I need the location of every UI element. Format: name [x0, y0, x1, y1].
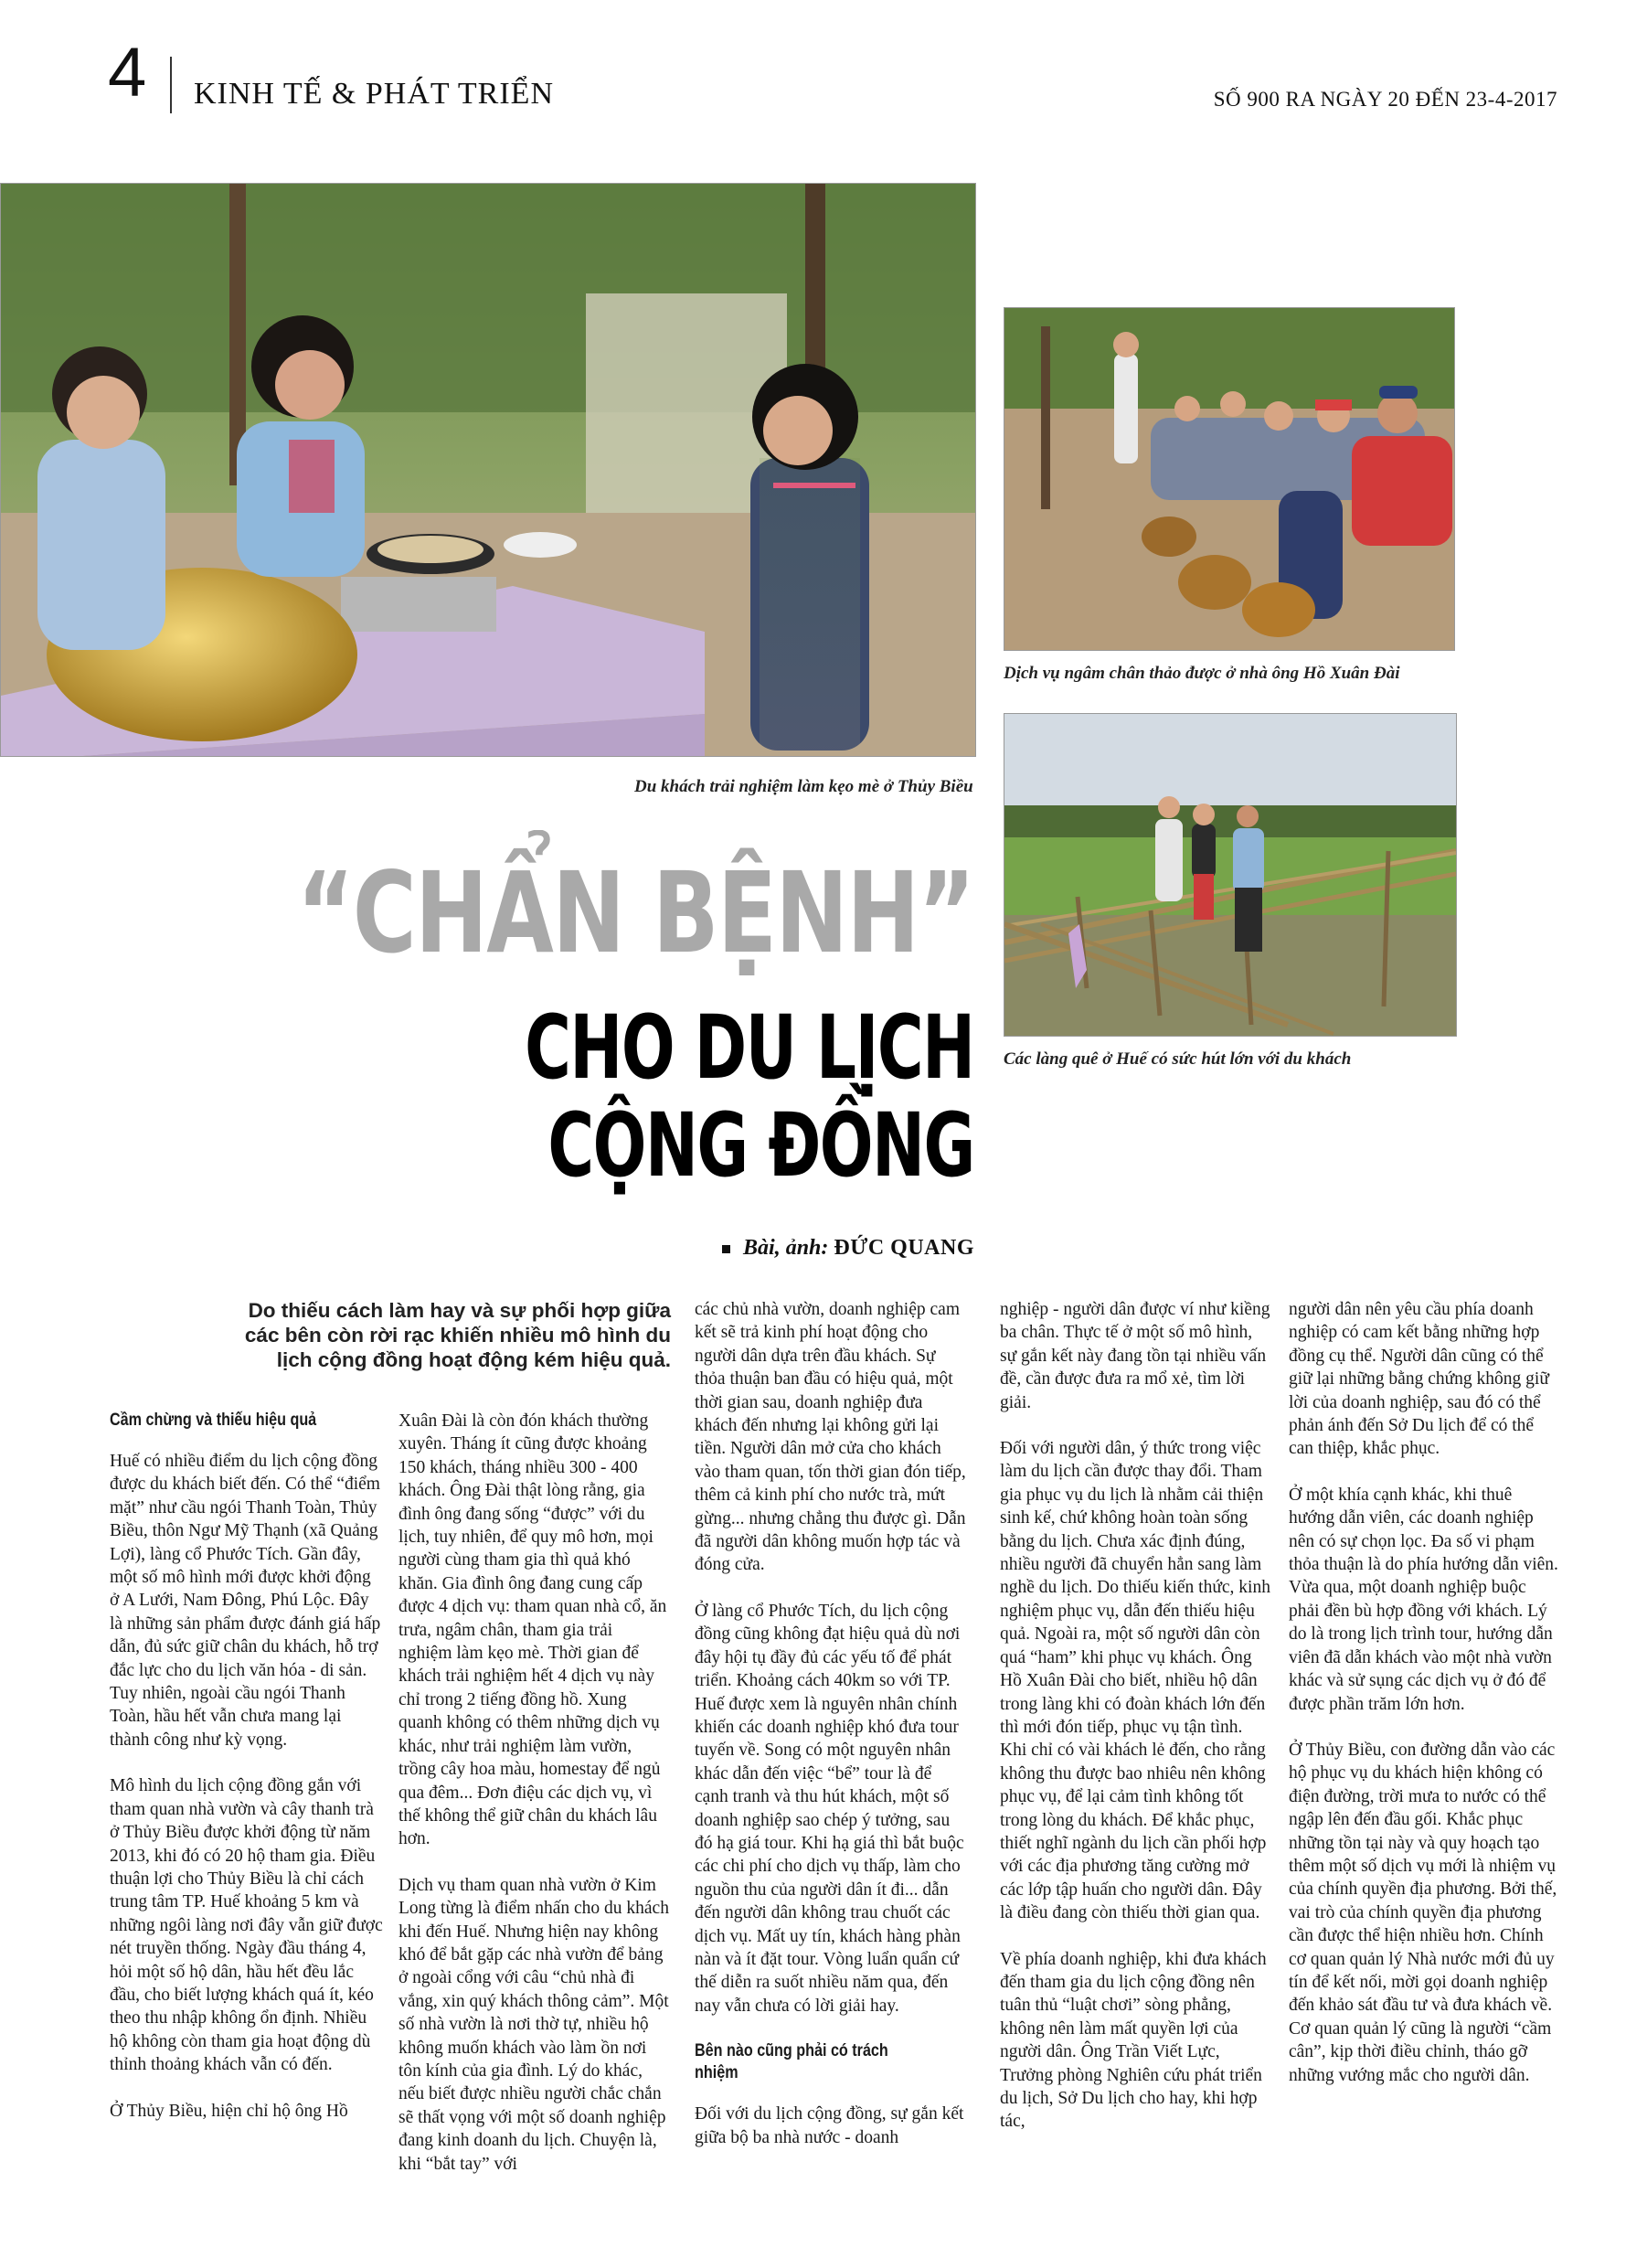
paragraph: người dân nên yêu cầu phía doanh nghiệp có cam kết bằng những hợp đồng cụ thể. Người dân cũng có thể giữ lại những bằng chứng không giữ lời của doanh nghiệp, sau đó có thể phản ánh đến Sở Du lịch để có thể can thiệp, khắc phục.	[1289, 1300, 1549, 1459]
paragraph: Đối với người dân, ý thức trong việc làm du lịch cần được thay đổi. Tham gia phục vụ du lịch là nhằm cải thiện sinh kế, chứ không hoàn toàn sống bằng du lịch. Chưa xác định đúng, nhiều người đã chuyển hẳn sang làm nghề du lịch. Do thiếu kiến thức, kinh nghiệm phục vụ, dẫn đến thiếu hiệu quả. Ngoài ra, một số người dân còn quá “ham” khi phục vụ khách. Ông Hồ Xuân Đài cho biết, nhiều hộ dân trong làng khi có đoàn khách lớn đến thì mới đón tiếp, phục vụ tận tình. Khi chỉ có vài khách lẻ đến, cho rằng không thu được bao nhiêu nên không phục vụ, để lại cảm tình không tốt trong lòng du khách. Để khắc phục, thiết nghĩ ngành du lịch cần phối hợp với các địa phương tăng cường mở các lớp tập huấn cho người dân. Đây là điều đang còn thiếu thời gian qua.	[1000, 1439, 1270, 1923]
paragraph: các chủ nhà vườn, doanh nghiệp cam kết sẽ trả kinh phí hoạt động cho người dân dựa trên đầu khách. Sự thỏa thuận ban đầu có hiệu quả, một thời gian sau, doanh nghiệp đưa khách đến nhưng lại không gửi lại tiền. Người dân mở cửa cho khách vào tham quan, tốn thời gian đón tiếp, thêm cả kinh phí cho nước trà, mứt gừng... nhưng chẳng thu được gì. Dẫn đã người dân không muốn hợp tác và đóng cửa.	[695, 1300, 966, 1575]
column-3	[695, 1298, 969, 2172]
header-divider	[170, 57, 172, 113]
byline-author: ĐỨC QUANG	[834, 1236, 974, 1260]
paragraph: Huế có nhiều điểm du lịch cộng đồng được du khách biết đến. Có thể “điểm mặt” như cầu ngói Thanh Toàn, Thủy Biều, thôn Ngư Mỹ Thạnh (xã Quảng Lợi), làng cổ Phước Tích. Gần đây, một số mô hình mới được khởi động ở A Lưới, Nam Đông, Phú Lộc. Đây là những sản phẩm được đánh giá hấp dẫn, đủ sức giữ chân du khách, hỗ trợ đắc lực cho du lịch văn hóa - di sản. Tuy nhiên, ngoài cầu ngói Thanh Toàn, hầu hết vẫn chưa mang lại thành công như kỳ vọng.	[110, 1452, 381, 1750]
paragraph: Mô hình du lịch cộng đồng gắn với tham quan nhà vườn và cây thanh trà ở Thủy Biều được khởi động từ năm 2013, khi đó có 20 hộ tham gia. Điều thuận lợi cho Thủy Biều là chỉ cách trung tâm TP. Huế khoảng 5 km và những ngôi làng nơi đây vẫn giữ được nét truyền thống. Ngày đầu tháng 4, hỏi một số hộ dân, hầu hết đều lắc đầu, cho biết lượng khách quá ít, kéo theo thu nhập không ổn định. Nhiều hộ không còn tham gia hoạt động dù thỉnh thoảng khách vẫn có đến.	[110, 1776, 383, 2075]
foot-soak-photo	[1004, 307, 1455, 651]
byline-label: Bài, ảnh:	[743, 1236, 829, 1260]
article-lead: Do thiếu cách làm hay và sự phối hợp giữa các bên còn rời rạc khiến nhiều mô hình du lịch cộng đồng hoạt động kém hiệu quả.	[244, 1299, 671, 1371]
headline-line-1: “CHẨN BỆNH”	[297, 848, 974, 978]
subhead-1: Cầm chừng và thiếu hiệu quả	[110, 1411, 317, 1430]
headline-line-2: CHO DU LỊCH	[525, 996, 974, 1099]
bridge-photo	[1004, 713, 1457, 1037]
bridge-caption: Các làng quê ở Huế có sức hút lớn với du khách	[1004, 1049, 1352, 1069]
byline	[722, 1236, 974, 1261]
bullet-icon	[722, 1245, 730, 1253]
paragraph: Ở làng cổ Phước Tích, du lịch cộng đồng cũng không đạt hiệu quả dù nơi đây hội tụ đầy đủ các yếu tố để phát triển. Khoảng cách 40km so với TP. Huế được xem là nguyên nhân chính khiến các doanh nghiệp khó đưa tour tuyến về. Song có một nguyên nhân khác dẫn đến việc “bể” tour là để cạnh tranh và thu hút khách, một số doanh nghiệp sao chép ý tưởng, sau đó hạ giá tour. Khi hạ giá thì bắt buộc các chi phí cho dịch vụ thấp, làm cho nguồn thu của người dân ít đi... dẫn đến người dân không trau chuốt các dịch vụ. Mất uy tín, khách hàng phàn nàn và ít đặt tour. Vòng luẩn quẩn cứ thế diễn ra suốt nhiều năm qua, đến nay vẫn chưa có lời giải hay.	[695, 1601, 964, 2016]
foot-soak-caption: Dịch vụ ngâm chân thảo được ở nhà ông Hồ Xuân Đài	[1004, 664, 1400, 683]
column-4	[1000, 1298, 1270, 2156]
subhead-2: Bên nào cũng phải có trách nhiệm	[695, 2041, 888, 2083]
page-number: 4	[108, 34, 147, 112]
issue-info: SỐ 900 RA NGÀY 20 ĐẾN 23-4-2017	[1213, 88, 1557, 111]
paragraph: Ở Thủy Biều, con đường dẫn vào các hộ phục vụ du khách hiện không có điện đường, trời mưa to nước có thể ngập lên đến đầu gối. Khắc phục những tồn tại này và quy hoạch tạo thêm một số dịch vụ mới là nhiệm vụ của chính quyền địa phương. Bởi thế, vai trò của chính quyền địa phương cần được thể hiện nhiều hơn. Chính cơ quan quản lý Nhà nước mới đủ uy tín để kết nối, mời gọi doanh nghiệp đến khảo sát đầu tư và đưa khách về. Cơ quan quản lý cũng là người “cầm cân”, kịp thời điều chỉnh, tháo gỡ những vướng mắc cho người dân.	[1289, 1740, 1557, 2085]
paragraph: Ở một khía cạnh khác, khi thuê hướng dẫn viên, các doanh nghiệp nên có sự chọn lọc. Đa số vi phạm thỏa thuận là do phía hướng dẫn viên. Vừa qua, một doanh nghiệp buộc phải đền bù hợp đồng với khách. Lý do là trong lịch trình tour, hướng dẫn viên đã dẫn khách vào một nhà vườn khác và sử sụng các dịch vụ ở đó để được phần trăm lớn hơn.	[1289, 1485, 1558, 1714]
paragraph: nghiệp - người dân được ví như kiềng ba chân. Thực tế ở một số mô hình, sự gắn kết này đang tồn tại nhiều vấn đề, cần được đưa ra mổ xẻ, tìm lời giải.	[1000, 1300, 1270, 1412]
column-5	[1289, 1298, 1559, 2110]
headline-line-3: CỘNG ĐỒNG	[547, 1094, 974, 1197]
column-2	[398, 1410, 669, 2199]
paragraph: Xuân Đài là còn đón khách thường xuyên. Tháng ít cũng được khoảng 150 khách, tháng nhiều 300 - 400 khách. Ông Đài thật lòng rằng, gia đình ông đang sống “được” với du lịch, tuy nhiên, để quy mô hơn, mọi người cùng tham gia thì quả khó khăn. Gia đình ông đang cung cấp được 4 dịch vụ: tham quan nhà cổ, ăn trưa, ngâm chân, tham gia trải nghiệm làm kẹo mè. Thời gian để khách trải nghiệm hết 4 dịch vụ này chỉ trong 2 tiếng đồng hồ. Xung quanh không có thêm những dịch vụ khác, như trải nghiệm làm vườn, trồng cây hoa màu, homestay để ngủ qua đêm... Đơn điệu các dịch vụ, vì thế không thể giữ chân du khách lâu hơn.	[398, 1411, 667, 1849]
main-photo	[0, 183, 976, 757]
paragraph: Ở Thủy Biều, hiện chỉ hộ ông Hồ	[110, 2101, 348, 2121]
paragraph: Đối với du lịch cộng đồng, sự gắn kết giữa bộ ba nhà nước - doanh	[695, 2104, 964, 2147]
paragraph: Dịch vụ tham quan nhà vườn ở Kim Long từng là điểm nhấn cho du khách khi đến Huế. Nhưng hiện nay không khó để bắt gặp các nhà vườn để bảng ở ngoài cổng với câu “chủ nhà đi vắng, xin quý khách thông cảm”. Một số nhà vườn là nơi thờ tự, nhiều hộ không muốn khách vào làm ồn nơi tôn kính của gia đình. Lý do khác, nếu biết được nhiều người chắc chắn sẽ thất vọng với một số doanh nghiệp đang kinh doanh du lịch. Chuyện là, khi “bắt tay” với	[398, 1875, 669, 2174]
column-1	[110, 1410, 384, 2146]
section-title: KINH TẾ & PHÁT TRIỂN	[194, 77, 554, 111]
main-photo-caption: Du khách trải nghiệm làm kẹo mè ở Thủy Biều	[634, 777, 973, 796]
paragraph: Về phía doanh nghiệp, khi đưa khách đến tham gia du lịch cộng đồng nên tuân thủ “luật chơi” sòng phẳng, không nên làm mất quyền lợi của người dân. Ông Trần Viết Lực, Trưởng phòng Nghiên cứu phát triển du lịch, Sở Du lịch cho hay, khi hợp tác,	[1000, 1949, 1267, 2132]
